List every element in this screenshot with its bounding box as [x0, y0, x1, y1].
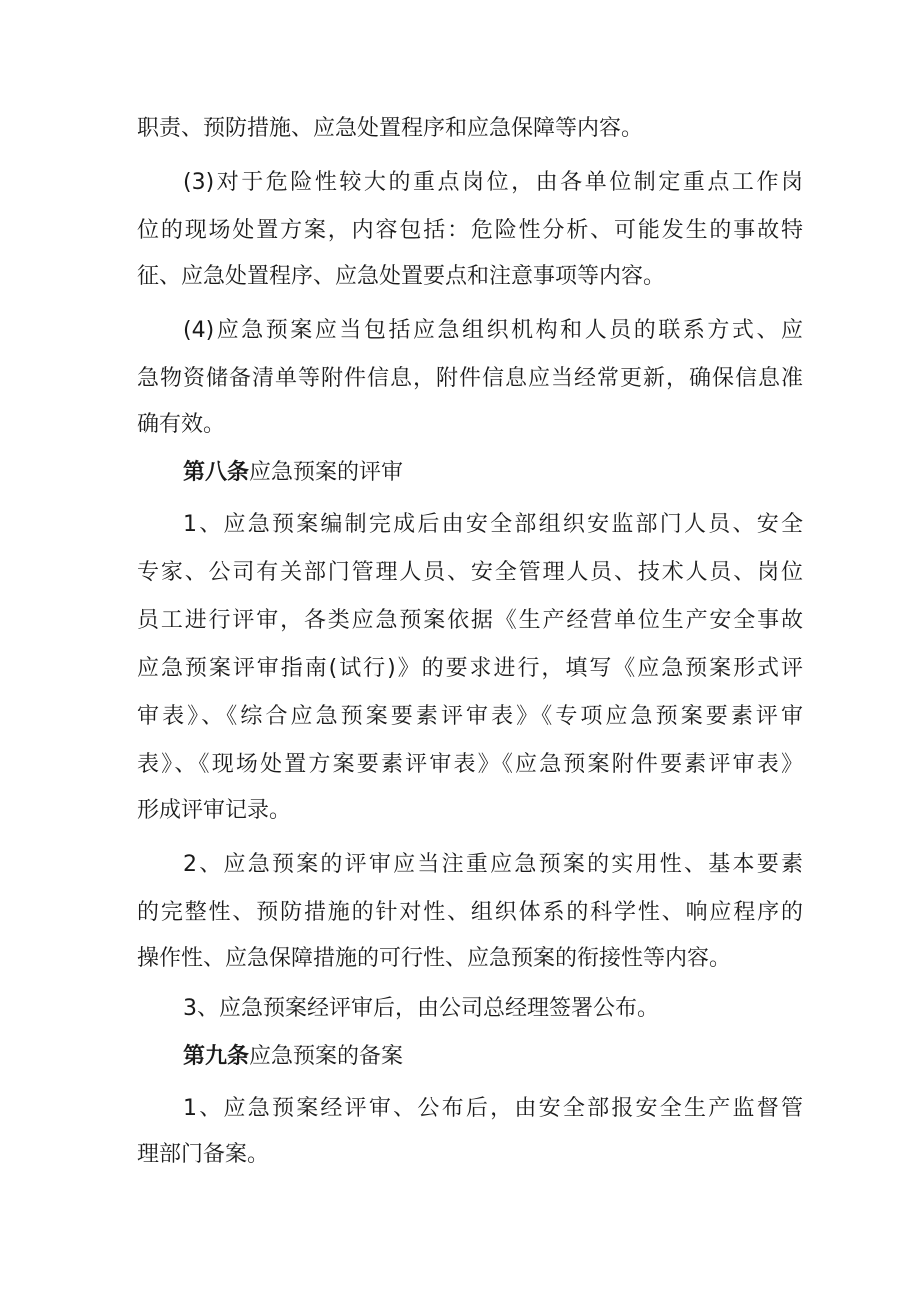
article-heading-9 — [183, 1042, 803, 1072]
text-line: 2、应急预案的评审应当注重应急预案的实用性、基本要素 — [183, 852, 803, 877]
article-number: 第九条 — [183, 1044, 250, 1069]
text-line: 员工进行评审，各类应急预案依据《生产经营单位生产安全事故 — [137, 608, 803, 633]
text-line: 职责、预防措施、应急处置程序和应急保障等内容。 — [137, 116, 644, 141]
article-number: 第八条 — [183, 460, 250, 485]
text-line: 的完整性、预防措施的针对性、组织体系的科学性、响应程序的 — [137, 900, 803, 925]
text-line: 专家、公司有关部门管理人员、安全管理人员、技术人员、岗位 — [137, 560, 803, 585]
text-line: 表》、《现场处置方案要素评审表》《应急预案附件要素评审表》 — [137, 752, 803, 777]
text-line: (4)应急预案应当包括应急组织机构和人员的联系方式、应 — [183, 318, 803, 343]
text-line: 应急预案评审指南(试行)》的要求进行，填写《应急预案形式评 — [137, 656, 803, 681]
article-title: 应急预案的备案 — [249, 1044, 404, 1069]
article-title: 应急预案的评审 — [249, 460, 404, 485]
text-line: 形成评审记录。 — [137, 798, 292, 823]
text-line: 确有效。 — [137, 412, 226, 437]
text-line: 操作性、应急保障措施的可行性、应急预案的衔接性等内容。 — [137, 946, 732, 971]
text-line: 理部门备案。 — [137, 1142, 270, 1167]
article-heading-8 — [183, 458, 803, 488]
text-line: 3、应急预案经评审后，由公司总经理签署公布。 — [183, 996, 659, 1021]
text-line: 位的现场处置方案，内容包括：危险性分析、可能发生的事故特 — [137, 218, 803, 243]
text-line: 急物资储备清单等附件信息，附件信息应当经常更新，确保信息准 — [137, 366, 803, 391]
text-line: 征、应急处置程序、应急处置要点和注意事项等内容。 — [137, 264, 666, 289]
text-line: 审表》、《综合应急预案要素评审表》《专项应急预案要素评审 — [137, 704, 803, 729]
text-line: (3)对于危险性较大的重点岗位，由各单位制定重点工作岗 — [183, 170, 803, 195]
text-line: 1、应急预案编制完成后由安全部组织安监部门人员、安全 — [183, 512, 803, 537]
text-line: 1、应急预案经评审、公布后，由安全部报安全生产监督管 — [183, 1096, 803, 1121]
